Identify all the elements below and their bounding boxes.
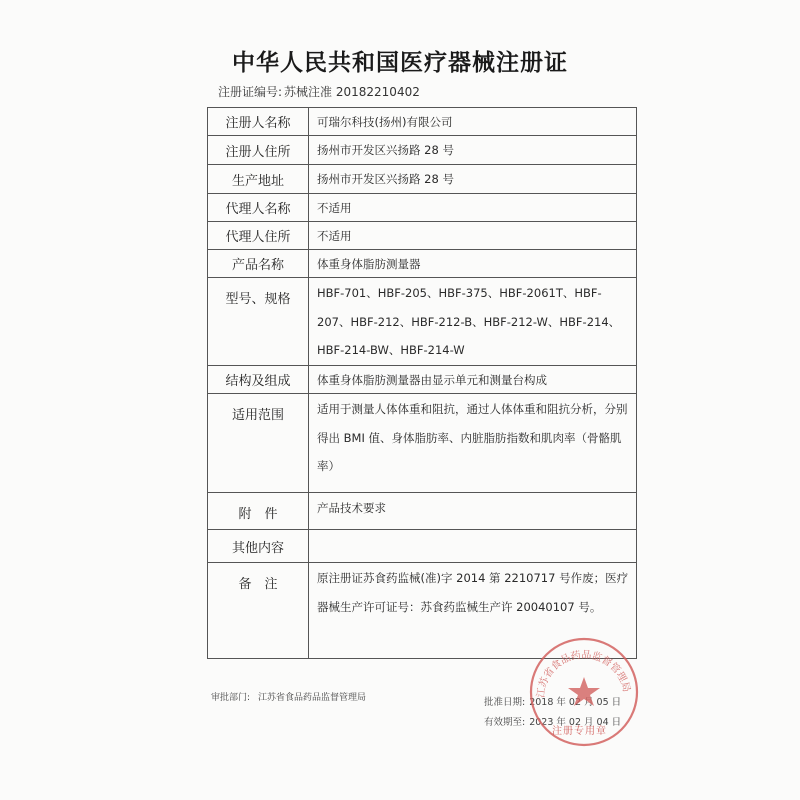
- approval-department: [211, 690, 366, 703]
- row-label: 备 注: [208, 563, 309, 659]
- row-label: 适用范围: [208, 394, 309, 493]
- certificate-table: [207, 107, 637, 659]
- table-row: [208, 530, 637, 563]
- expiry-date-label: 有效期至:: [484, 717, 526, 728]
- approval-date-value: 2018 年 02 月 05 日: [529, 697, 622, 708]
- table-row: [208, 493, 637, 530]
- row-label: 代理人名称: [208, 194, 309, 222]
- table-row: [208, 165, 637, 194]
- row-value: 产品技术要求: [309, 493, 637, 530]
- table-row: [208, 394, 637, 493]
- department-value: 江苏省食品药品监督管理局: [258, 693, 367, 703]
- seal-subtext: 注册专用章: [552, 726, 607, 737]
- department-label: 审批部门:: [211, 693, 251, 703]
- row-value: 扬州市开发区兴扬路 28 号: [309, 136, 637, 165]
- expiry-date-value: 2023 年 02 月 04 日: [529, 717, 622, 728]
- row-value: HBF-701、HBF-205、HBF-375、HBF-2061T、HBF-207、HBF-212、HBF-212-B、HBF-212-W、HBF-214、HBF-214-BW、HBF-214-W: [309, 278, 637, 366]
- approval-date-label: 批准日期:: [484, 697, 526, 708]
- table-row: [208, 136, 637, 165]
- row-label: 注册人住所: [208, 136, 309, 165]
- table-row: [208, 250, 637, 278]
- row-label: 附 件: [208, 493, 309, 530]
- row-value: 不适用: [309, 222, 637, 250]
- seal-text: 江苏省食品药品监督管理局: [535, 649, 632, 699]
- row-label: 注册人名称: [208, 108, 309, 136]
- registration-number-line: [218, 83, 420, 100]
- row-label: 型号、规格: [208, 278, 309, 366]
- row-value: 适用于测量人体体重和阻抗，通过人体体重和阻抗分析，分别得出 BMI 值、身体脂肪率、内脏脂肪指数和肌肉率（骨骼肌率）: [309, 394, 637, 493]
- registration-number-value: 苏械注准 20182210402: [284, 85, 420, 99]
- row-label: 其他内容: [208, 530, 309, 563]
- row-value: 扬州市开发区兴扬路 28 号: [309, 165, 637, 194]
- row-label: 生产地址: [208, 165, 309, 194]
- row-label: 结构及组成: [208, 366, 309, 394]
- table-row: [208, 278, 637, 366]
- certificate-title: 中华人民共和国医疗器械注册证: [232, 49, 568, 76]
- row-value: 可瑞尔科技(扬州)有限公司: [309, 108, 637, 136]
- registration-number-label: 注册证编号:: [218, 85, 283, 99]
- row-value: 体重身体脂肪测量器由显示单元和测量台构成: [309, 366, 637, 394]
- row-value: 体重身体脂肪测量器: [309, 250, 637, 278]
- row-value: [309, 530, 637, 563]
- table-row: [208, 108, 637, 136]
- row-value: 不适用: [309, 194, 637, 222]
- row-label: 代理人住所: [208, 222, 309, 250]
- table-row: [208, 366, 637, 394]
- row-label: 产品名称: [208, 250, 309, 278]
- table-row: [208, 194, 637, 222]
- table-row: [208, 222, 637, 250]
- row-value: 原注册证苏食药监械(准)字 2014 第 2210717 号作废；医疗器械生产许可证号：苏食药监械生产许 20040107 号。: [309, 563, 637, 659]
